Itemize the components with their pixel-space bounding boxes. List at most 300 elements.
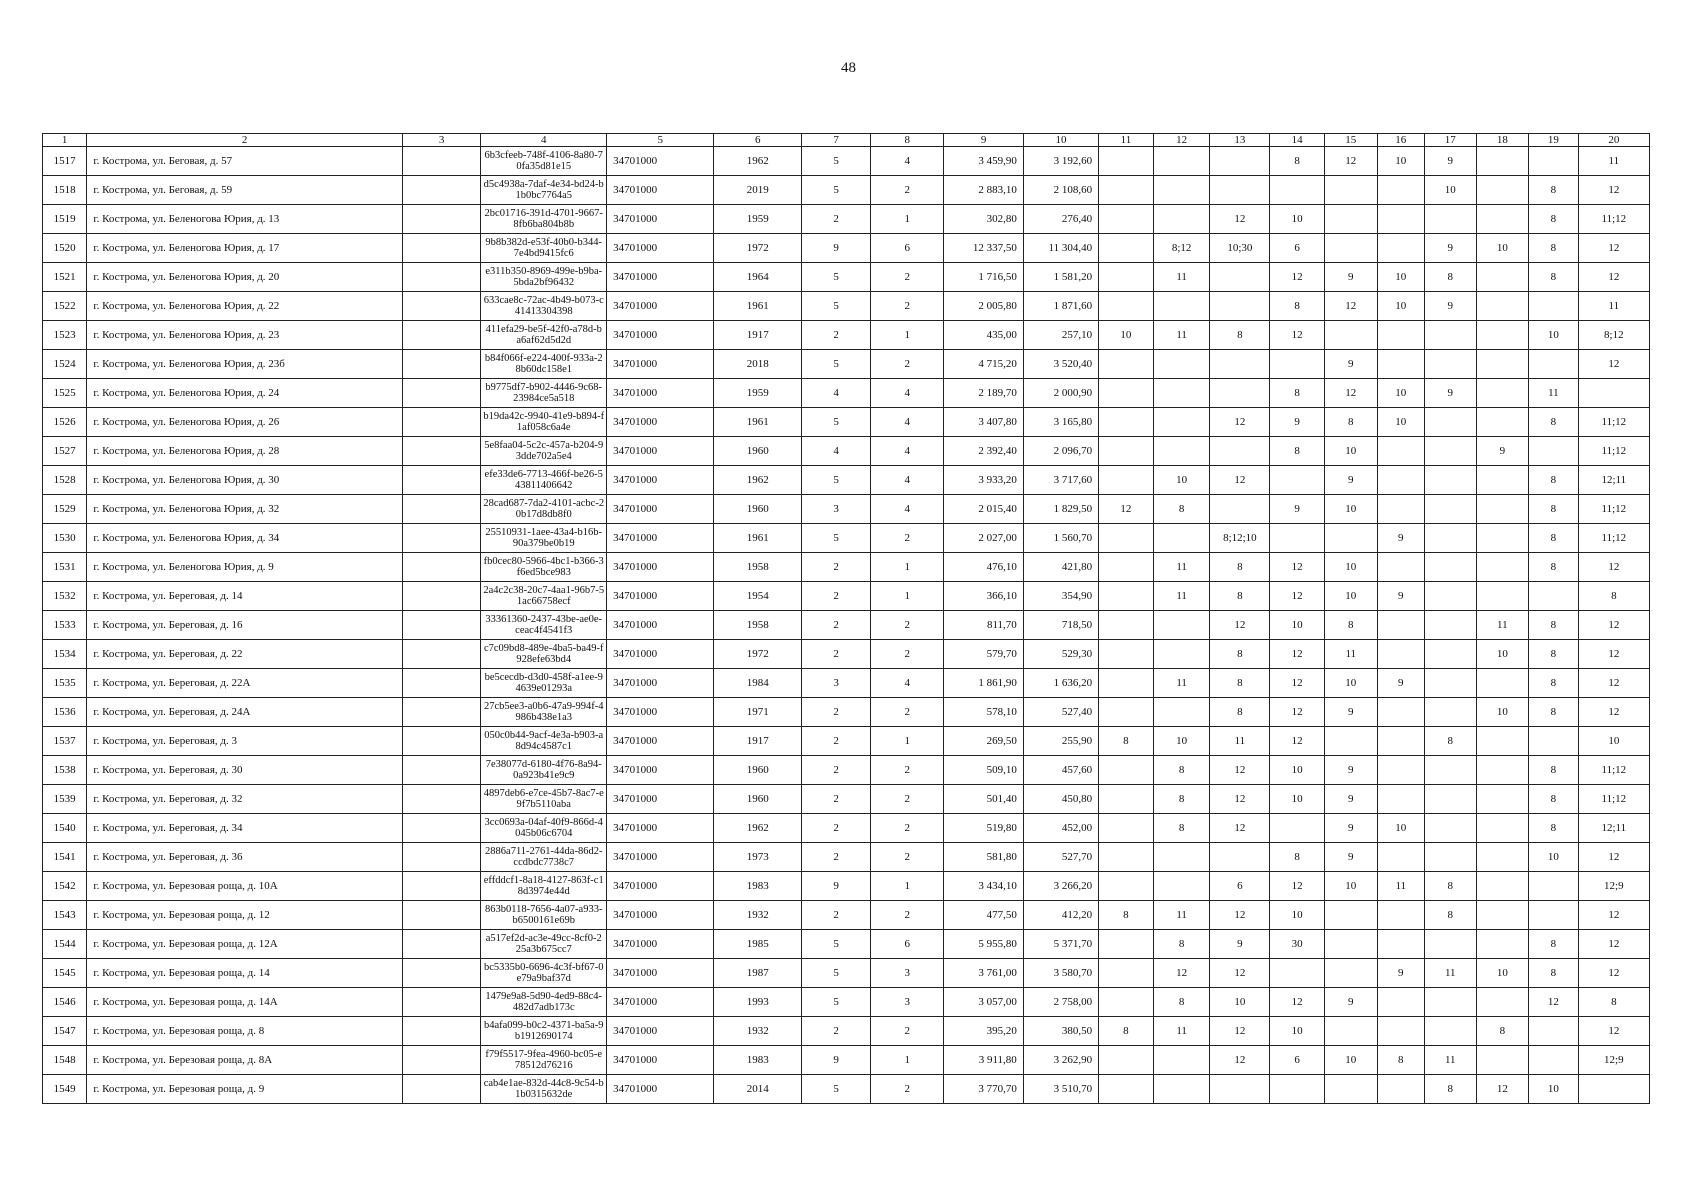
column-header-18: 18 [1476,134,1529,147]
cell-col-12 [1153,350,1210,379]
cell-entrances: 4 [871,466,944,495]
cell-floors: 5 [802,350,871,379]
table-row [43,698,1650,727]
cell-col-20: 10 [1578,727,1649,756]
cell-col-17 [1424,553,1476,582]
cell-house-guid: 4897deb6-e7ce-45b7-8ac7-e9f7b5110aba [481,785,607,814]
cell-col-15 [1324,901,1377,930]
cell-col-19: 12 [1529,988,1579,1017]
cell-living-area: 276,40 [1023,205,1098,234]
cell-col-14: 6 [1270,1046,1325,1075]
cell-total-area: 269,50 [944,727,1023,756]
cell-col-15: 12 [1324,147,1377,176]
table-row [43,176,1650,205]
cell-col-12: 8 [1153,756,1210,785]
cell-col-11: 12 [1099,495,1154,524]
cell-year-built: 1962 [714,147,802,176]
cell-col-14: 8 [1270,147,1325,176]
cell-col-14: 9 [1270,408,1325,437]
cell-col-16 [1377,901,1424,930]
cell-entrances: 1 [871,553,944,582]
cell-floors: 2 [802,843,871,872]
cell-house-guid: be5cecdb-d3d0-458f-a1ee-94639e01293a [481,669,607,698]
cell-col-18 [1476,843,1529,872]
cell-col-17: 9 [1424,147,1476,176]
cell-col-16: 9 [1377,582,1424,611]
cell-entrances: 1 [871,321,944,350]
cell-col-17 [1424,205,1476,234]
cell-year-built: 1972 [714,234,802,263]
cell-col-11 [1099,234,1154,263]
cell-col-13: 8 [1210,582,1270,611]
cell-entrances: 1 [871,727,944,756]
cell-living-area: 1 581,20 [1023,263,1098,292]
cell-col-12: 11 [1153,263,1210,292]
cell-col-13 [1210,437,1270,466]
cell-col-17 [1424,524,1476,553]
cell-entrances: 2 [871,901,944,930]
cell-col-11 [1099,408,1154,437]
cell-col-13: 6 [1210,872,1270,901]
cell-col-15: 9 [1324,988,1377,1017]
cell-oktmo: 34701000 [607,698,714,727]
cell-col-14 [1270,176,1325,205]
cell-address: г. Кострома, ул. Береговая, д. 22А [87,669,403,698]
cell-col-16 [1377,1075,1424,1104]
cell-col-16: 11 [1377,872,1424,901]
cell-living-area: 2 096,70 [1023,437,1098,466]
cell-year-built: 1954 [714,582,802,611]
cell-house-guid: bc5335b0-6696-4c3f-bf67-0e79a9baf37d [481,959,607,988]
cell-oktmo: 34701000 [607,901,714,930]
cell-year-built: 1932 [714,901,802,930]
cell-col-14: 6 [1270,234,1325,263]
cell-house-guid: b84f066f-e224-400f-933a-28b60dc158e1 [481,350,607,379]
cell-col-12 [1153,843,1210,872]
cell-total-area: 2 015,40 [944,495,1023,524]
cell-row-number: 1517 [43,147,87,176]
cell-row-number: 1524 [43,350,87,379]
cell-col-19: 8 [1529,466,1579,495]
cell-col-14: 12 [1270,582,1325,611]
cell-col-17: 8 [1424,872,1476,901]
cell-col-18 [1476,524,1529,553]
cell-col-20: 12 [1578,930,1649,959]
table-row [43,1046,1650,1075]
cell-col-20: 8;12 [1578,321,1649,350]
cell-row-number: 1518 [43,176,87,205]
cell-entrances: 3 [871,959,944,988]
cell-total-area: 476,10 [944,553,1023,582]
cell-col-14: 12 [1270,698,1325,727]
cell-col-19 [1529,292,1579,321]
cell-year-built: 1984 [714,669,802,698]
cell-entrances: 1 [871,582,944,611]
cell-col-18: 10 [1476,959,1529,988]
cell-col-11: 8 [1099,901,1154,930]
cell-col-11: 10 [1099,321,1154,350]
cell-year-built: 1962 [714,814,802,843]
cell-col-19 [1529,1017,1579,1046]
cell-col-12 [1153,1075,1210,1104]
cell-year-built: 1983 [714,872,802,901]
cell-total-area: 435,00 [944,321,1023,350]
cell-row-number: 1528 [43,466,87,495]
cell-entrances: 2 [871,756,944,785]
cell-col-17: 9 [1424,234,1476,263]
cell-col-12 [1153,147,1210,176]
cell-living-area: 11 304,40 [1023,234,1098,263]
cell-col-20: 12 [1578,669,1649,698]
cell-address: г. Кострома, ул. Беленогова Юрия, д. 28 [87,437,403,466]
cell-col-17: 9 [1424,292,1476,321]
cell-year-built: 1958 [714,553,802,582]
cell-col-11 [1099,785,1154,814]
cell-col-13 [1210,147,1270,176]
cell-house-guid: b9775df7-b902-4446-9c68-23984ce5a518 [481,379,607,408]
cell-col-19: 8 [1529,495,1579,524]
cell-col-13: 10;30 [1210,234,1270,263]
cell-house-guid: 28cad687-7da2-4101-acbc-20b17d8db8f0 [481,495,607,524]
cell-col-15 [1324,321,1377,350]
table-row [43,553,1650,582]
column-header-13: 13 [1210,134,1270,147]
cell-oktmo: 34701000 [607,495,714,524]
cell-year-built: 1972 [714,640,802,669]
cell-col-18 [1476,263,1529,292]
cell-oktmo: 34701000 [607,1046,714,1075]
cell-col-15: 9 [1324,350,1377,379]
cell-floors: 5 [802,988,871,1017]
cell-col-15: 9 [1324,698,1377,727]
cell-house-guid: d5c4938a-7daf-4e34-bd24-b1b0bc7764a5 [481,176,607,205]
cell-col-3 [402,698,480,727]
cell-oktmo: 34701000 [607,843,714,872]
cell-oktmo: 34701000 [607,669,714,698]
cell-col-18 [1476,756,1529,785]
cell-house-guid: 2bc01716-391d-4701-9667-8fb6ba804b8b [481,205,607,234]
cell-col-16 [1377,756,1424,785]
cell-floors: 2 [802,611,871,640]
cell-oktmo: 34701000 [607,727,714,756]
cell-col-3 [402,495,480,524]
cell-col-18 [1476,408,1529,437]
cell-row-number: 1538 [43,756,87,785]
cell-col-13: 12 [1210,756,1270,785]
column-number-header [43,134,1650,147]
cell-address: г. Кострома, ул. Беленогова Юрия, д. 17 [87,234,403,263]
cell-living-area: 2 758,00 [1023,988,1098,1017]
cell-col-14: 8 [1270,843,1325,872]
cell-address: г. Кострома, ул. Береговая, д. 14 [87,582,403,611]
cell-col-3 [402,553,480,582]
cell-col-16 [1377,698,1424,727]
cell-address: г. Кострома, ул. Березовая роща, д. 12 [87,901,403,930]
cell-row-number: 1521 [43,263,87,292]
cell-col-12 [1153,292,1210,321]
cell-col-20: 12 [1578,901,1649,930]
cell-year-built: 1960 [714,495,802,524]
cell-living-area: 3 192,60 [1023,147,1098,176]
cell-oktmo: 34701000 [607,176,714,205]
cell-col-20: 11 [1578,292,1649,321]
cell-col-18 [1476,292,1529,321]
cell-col-3 [402,292,480,321]
cell-col-18 [1476,814,1529,843]
cell-col-19: 8 [1529,669,1579,698]
cell-col-13: 11 [1210,727,1270,756]
cell-col-3 [402,959,480,988]
cell-col-20 [1578,1075,1649,1104]
cell-row-number: 1546 [43,988,87,1017]
cell-oktmo: 34701000 [607,466,714,495]
cell-house-guid: 863b0118-7656-4a07-a933-b6500161e69b [481,901,607,930]
cell-row-number: 1535 [43,669,87,698]
cell-col-15: 10 [1324,669,1377,698]
cell-total-area: 3 770,70 [944,1075,1023,1104]
cell-entrances: 2 [871,785,944,814]
cell-total-area: 302,80 [944,205,1023,234]
cell-living-area: 412,20 [1023,901,1098,930]
cell-address: г. Кострома, ул. Беленогова Юрия, д. 20 [87,263,403,292]
cell-col-11 [1099,553,1154,582]
cell-col-15 [1324,205,1377,234]
cell-year-built: 1987 [714,959,802,988]
cell-col-19 [1529,901,1579,930]
table-body [43,147,1650,1104]
cell-entrances: 2 [871,814,944,843]
cell-floors: 5 [802,292,871,321]
cell-house-guid: 6b3cfeeb-748f-4106-8a80-70fa35d81e15 [481,147,607,176]
housing-register-table [42,133,1650,1104]
cell-house-guid: effddcf1-8a18-4127-863f-c18d3974e44d [481,872,607,901]
cell-col-20: 11;12 [1578,437,1649,466]
cell-col-14: 12 [1270,553,1325,582]
column-header-17: 17 [1424,134,1476,147]
cell-col-12: 11 [1153,669,1210,698]
cell-col-13: 12 [1210,959,1270,988]
cell-total-area: 2 005,80 [944,292,1023,321]
cell-col-15: 9 [1324,466,1377,495]
cell-col-18: 10 [1476,640,1529,669]
cell-row-number: 1523 [43,321,87,350]
cell-year-built: 2018 [714,350,802,379]
cell-col-18 [1476,147,1529,176]
cell-row-number: 1520 [43,234,87,263]
cell-total-area: 581,80 [944,843,1023,872]
cell-col-11 [1099,147,1154,176]
cell-row-number: 1525 [43,379,87,408]
cell-total-area: 3 057,00 [944,988,1023,1017]
cell-entrances: 2 [871,292,944,321]
cell-total-area: 501,40 [944,785,1023,814]
cell-col-11: 8 [1099,1017,1154,1046]
cell-address: г. Кострома, ул. Беленогова Юрия, д. 23б [87,350,403,379]
cell-col-14: 10 [1270,756,1325,785]
cell-col-15: 9 [1324,756,1377,785]
cell-living-area: 3 580,70 [1023,959,1098,988]
cell-col-19 [1529,582,1579,611]
cell-col-12 [1153,640,1210,669]
cell-col-17: 8 [1424,901,1476,930]
cell-col-13 [1210,292,1270,321]
cell-oktmo: 34701000 [607,234,714,263]
table-row [43,814,1650,843]
cell-col-18 [1476,582,1529,611]
cell-col-3 [402,379,480,408]
cell-living-area: 3 717,60 [1023,466,1098,495]
cell-col-16: 10 [1377,379,1424,408]
cell-col-11 [1099,640,1154,669]
cell-col-16: 10 [1377,263,1424,292]
cell-col-18: 8 [1476,1017,1529,1046]
cell-living-area: 3 520,40 [1023,350,1098,379]
cell-living-area: 380,50 [1023,1017,1098,1046]
cell-col-15: 10 [1324,495,1377,524]
column-header-11: 11 [1099,134,1154,147]
cell-col-19: 8 [1529,930,1579,959]
cell-row-number: 1531 [43,553,87,582]
cell-oktmo: 34701000 [607,872,714,901]
cell-total-area: 3 407,80 [944,408,1023,437]
cell-year-built: 1993 [714,988,802,1017]
cell-col-18 [1476,930,1529,959]
cell-col-20: 12 [1578,1017,1649,1046]
cell-row-number: 1526 [43,408,87,437]
cell-house-guid: 25510931-1aee-43a4-b16b-90a379be0b19 [481,524,607,553]
cell-house-guid: a517ef2d-ac3e-49cc-8cf0-225a3b675cc7 [481,930,607,959]
cell-col-3 [402,727,480,756]
cell-col-19: 8 [1529,756,1579,785]
cell-col-14: 8 [1270,379,1325,408]
cell-col-19: 8 [1529,959,1579,988]
cell-col-16 [1377,843,1424,872]
cell-col-11 [1099,988,1154,1017]
cell-col-19 [1529,727,1579,756]
column-header-8: 8 [871,134,944,147]
cell-col-12: 8 [1153,988,1210,1017]
cell-col-17 [1424,756,1476,785]
cell-house-guid: 411efa29-be5f-42f0-a78d-ba6af62d5d2d [481,321,607,350]
cell-oktmo: 34701000 [607,553,714,582]
page-number: 48 [841,60,856,76]
cell-house-guid: 2a4c2c38-20c7-4aa1-96b7-51ac66758ecf [481,582,607,611]
cell-address: г. Кострома, ул. Березовая роща, д. 8 [87,1017,403,1046]
cell-house-guid: 9b8b382d-e53f-40b0-b344-7e4bd9415fc6 [481,234,607,263]
cell-entrances: 2 [871,1075,944,1104]
cell-col-3 [402,1017,480,1046]
cell-col-19 [1529,147,1579,176]
cell-col-13: 12 [1210,205,1270,234]
cell-col-16 [1377,785,1424,814]
cell-floors: 5 [802,176,871,205]
cell-row-number: 1539 [43,785,87,814]
cell-col-18 [1476,988,1529,1017]
cell-col-13: 8 [1210,553,1270,582]
cell-living-area: 2 108,60 [1023,176,1098,205]
cell-col-11 [1099,379,1154,408]
cell-col-19: 8 [1529,263,1579,292]
cell-col-11 [1099,582,1154,611]
cell-floors: 4 [802,379,871,408]
cell-col-20: 11;12 [1578,495,1649,524]
cell-col-11 [1099,524,1154,553]
cell-col-13: 12 [1210,1017,1270,1046]
cell-address: г. Кострома, ул. Березовая роща, д. 12А [87,930,403,959]
cell-col-3 [402,321,480,350]
cell-col-3 [402,669,480,698]
cell-col-19: 8 [1529,408,1579,437]
cell-col-12: 8;12 [1153,234,1210,263]
cell-address: г. Кострома, ул. Береговая, д. 16 [87,611,403,640]
cell-col-3 [402,814,480,843]
cell-total-area: 366,10 [944,582,1023,611]
cell-address: г. Кострома, ул. Беговая, д. 57 [87,147,403,176]
cell-entrances: 1 [871,1046,944,1075]
cell-col-3 [402,1075,480,1104]
cell-col-13: 12 [1210,408,1270,437]
cell-living-area: 257,10 [1023,321,1098,350]
cell-col-19: 8 [1529,524,1579,553]
cell-col-17: 8 [1424,263,1476,292]
cell-year-built: 1959 [714,205,802,234]
cell-house-guid: 27cb5ee3-a0b6-47a9-994f-4986b438e1a3 [481,698,607,727]
cell-total-area: 579,70 [944,640,1023,669]
cell-col-18 [1476,901,1529,930]
cell-floors: 4 [802,437,871,466]
cell-living-area: 457,60 [1023,756,1098,785]
cell-col-20: 11;12 [1578,408,1649,437]
cell-total-area: 3 911,80 [944,1046,1023,1075]
table-row [43,495,1650,524]
cell-col-12 [1153,872,1210,901]
cell-living-area: 718,50 [1023,611,1098,640]
cell-col-15: 8 [1324,611,1377,640]
cell-col-3 [402,843,480,872]
cell-year-built: 1960 [714,437,802,466]
cell-living-area: 1 871,60 [1023,292,1098,321]
cell-total-area: 1 861,90 [944,669,1023,698]
cell-col-17 [1424,321,1476,350]
cell-col-3 [402,234,480,263]
cell-house-guid: 1479e9a8-5d90-4ed9-88c4-482d7adb173c [481,988,607,1017]
cell-house-guid: b4afa099-b0c2-4371-ba5a-9b1912690174 [481,1017,607,1046]
column-header-1: 1 [43,134,87,147]
cell-col-17 [1424,988,1476,1017]
cell-col-14: 12 [1270,988,1325,1017]
cell-address: г. Кострома, ул. Береговая, д. 36 [87,843,403,872]
cell-entrances: 4 [871,379,944,408]
cell-col-16 [1377,466,1424,495]
cell-col-19 [1529,350,1579,379]
cell-col-3 [402,176,480,205]
cell-oktmo: 34701000 [607,350,714,379]
cell-col-14 [1270,524,1325,553]
cell-year-built: 1961 [714,524,802,553]
cell-row-number: 1540 [43,814,87,843]
cell-total-area: 3 434,10 [944,872,1023,901]
cell-col-11 [1099,843,1154,872]
cell-col-13: 12 [1210,814,1270,843]
cell-col-12 [1153,437,1210,466]
cell-col-15 [1324,1075,1377,1104]
cell-col-20: 12;9 [1578,872,1649,901]
cell-address: г. Кострома, ул. Береговая, д. 30 [87,756,403,785]
cell-col-3 [402,1046,480,1075]
cell-year-built: 1973 [714,843,802,872]
table-row [43,408,1650,437]
cell-col-11: 8 [1099,727,1154,756]
